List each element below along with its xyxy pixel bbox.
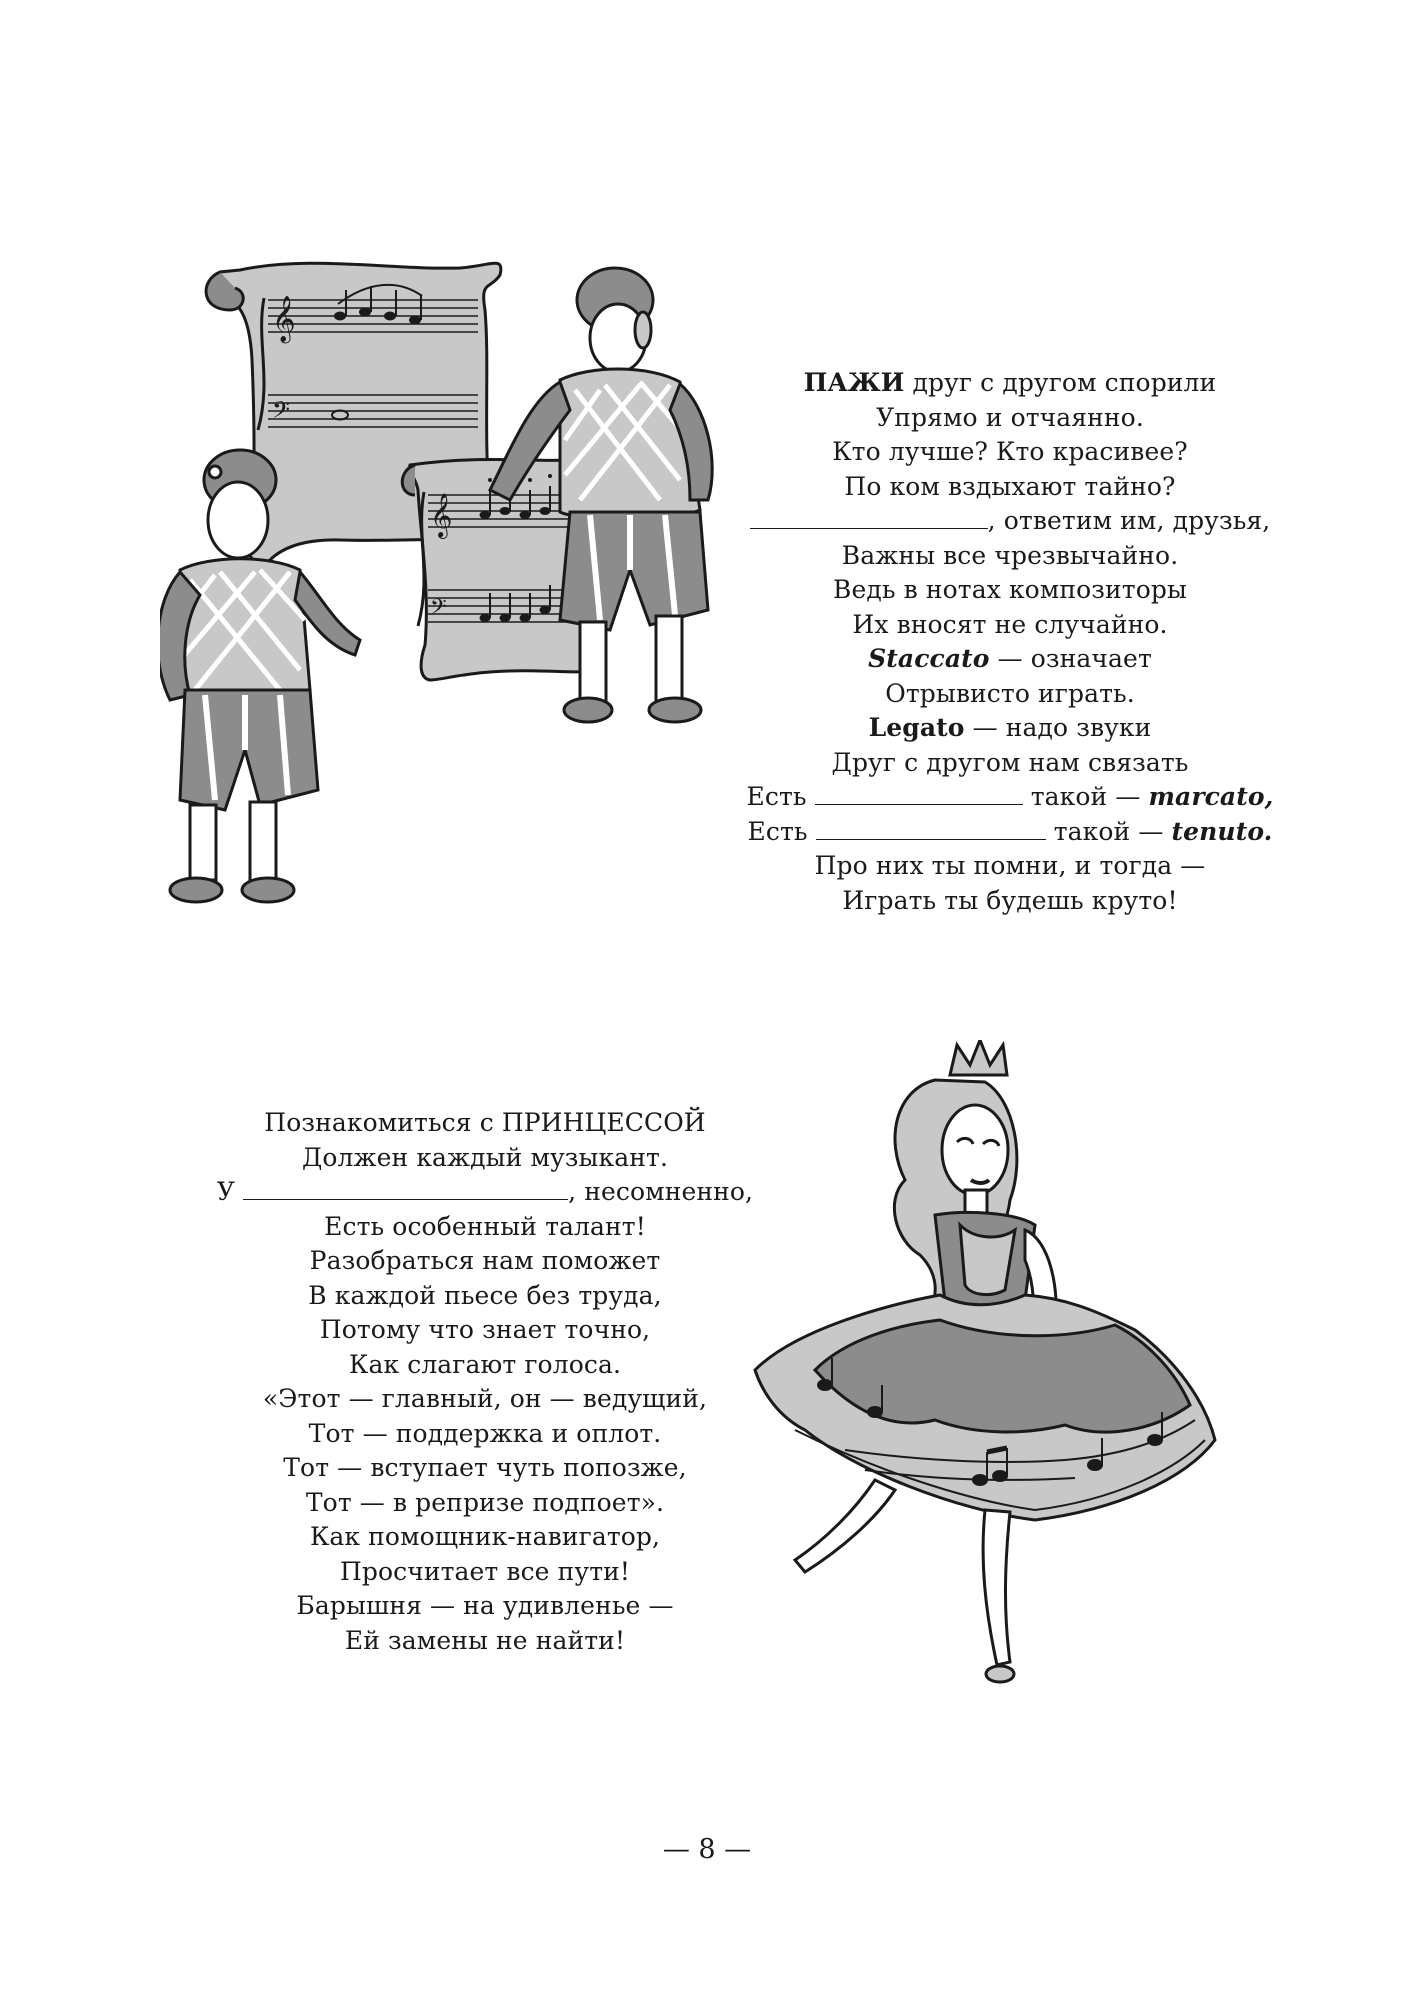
svg-text:𝄢: 𝄢 — [272, 396, 291, 429]
pages-poem-line-15: Про них ты помни, и тогда — — [814, 851, 1206, 880]
crown-icon — [950, 1040, 1007, 1075]
svg-text:𝄞: 𝄞 — [430, 493, 453, 537]
pages-poem-line-14 — [730, 815, 1290, 850]
pages-poem-line-3: Кто лучше? Кто красивее? — [832, 437, 1188, 466]
pages-poem-line-9 — [730, 642, 1290, 677]
svg-text:𝄢: 𝄢 — [430, 595, 447, 625]
fill-in-blank-2[interactable] — [815, 780, 1023, 805]
fill-in-blank-4[interactable] — [243, 1175, 568, 1200]
princess-poem — [190, 1106, 780, 1658]
princess-poem-line-1 — [190, 1106, 780, 1141]
pages-poem-line-14-start: Есть — [747, 816, 816, 846]
term-marcato: marcato, — [1148, 782, 1274, 811]
princess-poem-line-3 — [190, 1175, 780, 1210]
princess-illustration — [735, 1040, 1235, 1720]
princess-poem-line-3-text: , несомненно, — [568, 1177, 754, 1206]
princess-poem-line-16: Ей замены не найти! — [344, 1625, 626, 1655]
pages-poem-line-13 — [730, 780, 1290, 815]
princess-poem-line-9: «Этот — главный, он — ведущий, — [262, 1384, 708, 1413]
princess-poem-line-6: В каждой пьесе без труда, — [308, 1280, 662, 1310]
pages-poem — [730, 366, 1290, 918]
princess-poem-line-12: Тот — в репризе подпоет». — [305, 1487, 665, 1517]
pages-title: ПАЖИ — [803, 368, 905, 397]
fill-in-blank-3[interactable] — [816, 815, 1046, 840]
svg-text:𝄞: 𝄞 — [272, 296, 296, 342]
pages-poem-line-5 — [730, 504, 1290, 539]
princess-poem-line-7: Потому что знает точно, — [319, 1315, 651, 1344]
page-number: — 8 — — [662, 1834, 752, 1865]
princess-poem-line-2: Должен каждый музыкант. — [301, 1142, 669, 1172]
pages-poem-line-9-text: — означает — [989, 644, 1152, 673]
princess-poem-line-8: Как слагают голоса. — [349, 1349, 621, 1379]
term-legato: Legato — [868, 713, 965, 742]
pages-poem-line-11 — [730, 711, 1290, 746]
pages-poem-line-7: Ведь в нотах композиторы — [833, 575, 1187, 604]
pages-poem-line-2: Упрямо и отчаянно. — [876, 402, 1144, 432]
princess-poem-line-3-start: У — [216, 1177, 244, 1206]
pages-poem-line-10: Отрывисто играть. — [885, 678, 1135, 708]
princess-poem-line-1-text: Познакомиться с — [264, 1108, 502, 1137]
pages-poem-line-13-mid: такой — — [1022, 782, 1149, 811]
pages-poem-line-4: По ком вздыхают тайно? — [844, 471, 1176, 501]
princess-poem-line-13: Как помощник-навигатор, — [309, 1522, 661, 1551]
pages-poem-line-6: Важны все чрезвычайно. — [841, 540, 1179, 570]
princess-poem-line-10: Тот — поддержка и оплот. — [308, 1418, 662, 1448]
princess-poem-line-15: Барышня — на удивленье — — [296, 1591, 674, 1620]
pages-poem-line-16: Играть ты будешь круто! — [842, 885, 1178, 915]
fill-in-blank-1[interactable] — [750, 504, 988, 529]
pages-poem-line-1 — [730, 366, 1290, 401]
princess-poem-line-4: Есть особенный талант! — [324, 1211, 646, 1241]
princess-title: ПРИНЦЕССОЙ — [501, 1108, 706, 1137]
pages-with-scrolls-illustration — [160, 250, 760, 1050]
term-tenuto: tenuto. — [1171, 816, 1273, 846]
princess-poem-line-11: Тот — вступает чуть попозже, — [283, 1453, 687, 1482]
pages-poem-line-12: Друг с другом нам связать — [831, 747, 1189, 777]
pages-poem-line-1-text: друг с другом спорили — [904, 368, 1217, 397]
pages-poem-line-8: Их вносят не случайно. — [852, 609, 1168, 639]
pages-poem-line-14-mid: такой — — [1045, 816, 1172, 846]
princess-poem-line-5: Разобраться нам поможет — [309, 1246, 661, 1275]
term-staccato: Staccato — [868, 644, 990, 673]
pages-poem-line-11-text: — надо звуки — [964, 713, 1152, 742]
pages-poem-line-5-text: , ответим им, друзья, — [987, 506, 1271, 535]
pages-poem-line-13-start: Есть — [746, 782, 815, 811]
princess-poem-line-14: Просчитает все пути! — [339, 1556, 631, 1586]
